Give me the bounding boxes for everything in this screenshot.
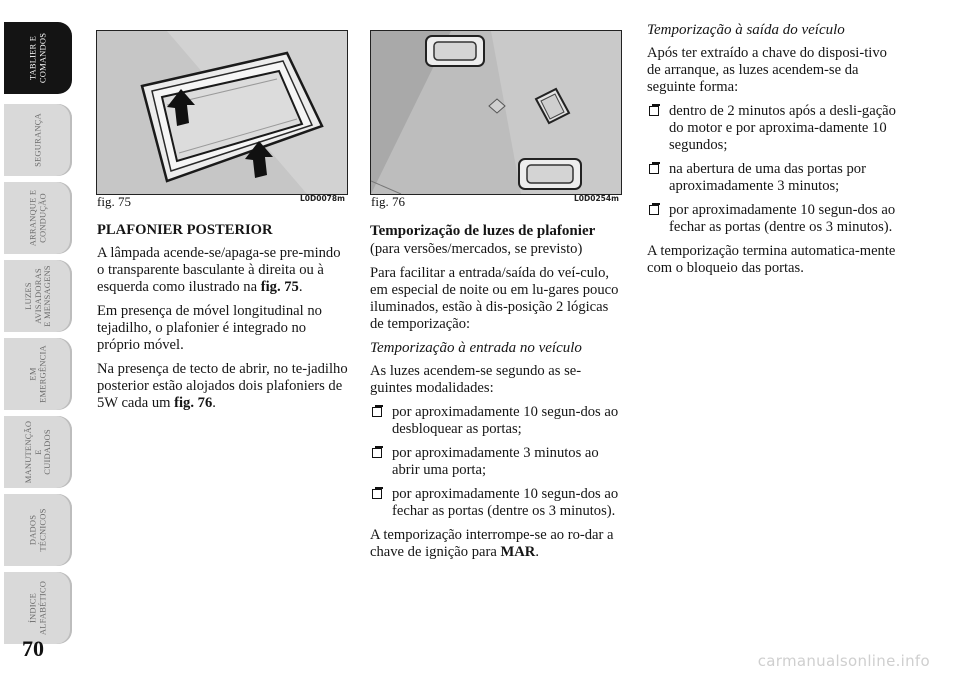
- figure-reference: fig. 76: [174, 395, 213, 411]
- figure-reference: fig. 75: [260, 279, 299, 295]
- tab-label: EM EMERGÊNCIA: [27, 345, 47, 403]
- column-2: [370, 222, 622, 568]
- column-3: [647, 22, 899, 284]
- paragraph: A temporização interrompe-se ao ro-dar a chave de ignição para MAR.: [370, 527, 614, 560]
- checkbox-bullet-icon: [649, 164, 659, 174]
- checkbox-bullet-icon: [372, 407, 382, 417]
- paragraph: A temporização termina automatica-mente com o bloqueio das portas.: [647, 243, 896, 276]
- list-item: por aproximadamente 10 segun-dos ao desbloquear as portas;: [370, 404, 622, 438]
- paragraph: Para facilitar a entrada/saída do veí-culo, em especial de noite ou em lu-gares pouco iluminados, estão à dis-posição 2 lógicas de temporização:: [370, 265, 619, 332]
- list-item: por aproximadamente 10 segun-dos ao fechar as portas (dentre os 3 minutos).: [647, 202, 899, 236]
- section-heading: PLAFONIER POSTERIOR: [97, 222, 273, 238]
- sub-heading: Temporização à saída do veículo: [647, 22, 845, 38]
- page-number: 70: [22, 636, 44, 661]
- paragraph: Após ter extraído a chave do disposi-tivo de arranque, as luzes acendem-se da seguinte forma:: [647, 45, 887, 95]
- figure-75-code: L0D0078m: [300, 194, 345, 203]
- tab-label: ARRANQUE E CONDUÇÃO: [27, 189, 47, 247]
- subnote: (para versões/mercados, se previsto): [370, 241, 583, 257]
- tab-label: TABLIER E COMANDOS: [27, 32, 47, 84]
- column-1: [97, 222, 349, 419]
- section-heading: Temporização de luzes de plafonier: [370, 223, 596, 239]
- tab-indice-alfabetico[interactable]: [4, 572, 72, 644]
- list-item: por aproximadamente 3 minutos ao abrir uma porta;: [370, 445, 622, 479]
- watermark: carmanualsonline.info: [757, 652, 930, 670]
- tab-dados-tecnicos[interactable]: [4, 494, 72, 566]
- tab-manutencao-e-cuidados[interactable]: [4, 416, 72, 488]
- checkbox-bullet-icon: [649, 106, 659, 116]
- checkbox-bullet-icon: [372, 448, 382, 458]
- tab-label: SEGURANÇA: [32, 113, 43, 167]
- tab-tablier-e-comandos[interactable]: [4, 22, 72, 94]
- list-item: por aproximadamente 10 segun-dos ao fechar as portas (dentre os 3 minutos).: [370, 486, 622, 520]
- paragraph: Em presença de móvel longitudinal no tejadilho, o plafonier é integrado no próprio móvel.: [97, 303, 322, 353]
- tab-arranque-e-conducao[interactable]: [4, 182, 72, 254]
- tab-em-emergencia[interactable]: [4, 338, 72, 410]
- tab-luzes-avisadoras[interactable]: [4, 260, 72, 332]
- tab-label: MANUTENÇÃO E CUIDADOS: [22, 420, 52, 484]
- figure-75-caption: fig. 75: [97, 194, 131, 209]
- list-item: na abertura de uma das portas por aproximadamente 3 minutos;: [647, 161, 899, 195]
- tab-label: ÍNDICE ALFABÉTICO: [27, 580, 47, 636]
- paragraph: A lâmpada acende-se/apaga-se pre-mindo o transparente basculante à direita ou à esquerda como ilustrado na fig. 75.: [97, 245, 341, 295]
- figure-76-image: [370, 30, 622, 195]
- list-item: dentro de 2 minutos após a desli-gação do motor e por aproxima-damente 10 segundos;: [647, 103, 899, 154]
- figure-76-caption: fig. 76: [371, 194, 405, 209]
- sub-heading: Temporização à entrada no veículo: [370, 340, 582, 356]
- paragraph: As luzes acendem-se segundo as se-guintes modalidades:: [370, 363, 582, 396]
- figure-76-code: L0D0254m: [574, 194, 619, 203]
- checkbox-bullet-icon: [649, 205, 659, 215]
- tab-seguranca[interactable]: [4, 104, 72, 176]
- rear-ceiling-lamp-illustration: [97, 31, 347, 194]
- paragraph: Na presença de tecto de abrir, no te-jadilho posterior estão alojados dois plafoniers de 5W cada um fig. 76.: [97, 361, 348, 411]
- tab-label: LUZES AVISADORAS E MENSAGENS: [22, 265, 52, 327]
- sunroof-ceiling-lamps-illustration: [371, 31, 621, 194]
- checkbox-bullet-icon: [372, 489, 382, 499]
- figure-75-image: [96, 30, 348, 195]
- tab-label: DADOS TÉCNICOS: [27, 508, 47, 552]
